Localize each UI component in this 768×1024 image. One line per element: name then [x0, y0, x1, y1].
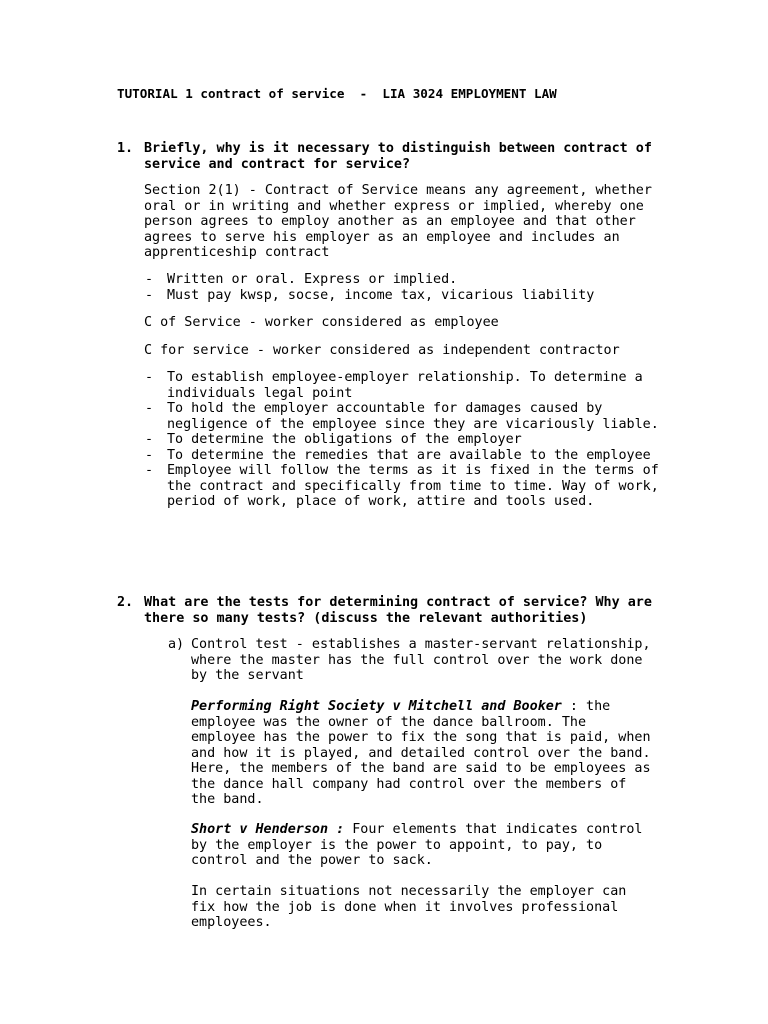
case-performing-right-society: [191, 699, 651, 808]
control-test-text: Control test - establishes a master-servant relationship, where the master has the full control over the work done by the servant: [191, 637, 651, 683]
sub-point-a: [168, 637, 658, 684]
list-item: - To hold the employer accountable for damages caused by negligence of the employee since they are vicariously liable.: [144, 401, 664, 432]
case-short-v-henderson: [191, 822, 651, 869]
professional-employees-note: In certain situations not necessarily the employer can fix how the job is done when it involves professional employees.: [191, 884, 627, 930]
bullet-list-a: [144, 272, 664, 303]
c-of-service-line: C of Service - worker considered as employee: [144, 315, 499, 330]
document-title: TUTORIAL 1 contract of service - LIA 3024 EMPLOYMENT LAW: [117, 86, 557, 101]
list-item: - Written or oral. Express or implied.: [144, 272, 664, 288]
bullet-list-b: [144, 370, 664, 510]
contract-of-service-definition: Section 2(1) - Contract of Service means any agreement, whether oral or in writing and whether express or implied, whereby one person agrees to employ another as an employee and that other agrees to serve his employer as an employee and includes an apprenticeship contract: [144, 183, 652, 260]
case-text: : the employee was the owner of the dance ballroom. The employee has the power to fix the song that is paid, when and how it is played, and detailed control over the band. Here, the members of the band are said to be employees as the dance hall company had control over the members of the band.: [191, 699, 651, 807]
question-text: Briefly, why is it necessary to distinguish between contract of service and contract for service?: [144, 141, 652, 172]
c-for-service-line: C for service - worker considered as independent contractor: [144, 343, 620, 358]
question-1: [117, 141, 677, 172]
list-item: - To determine the remedies that are available to the employee: [144, 448, 664, 464]
list-item: - To determine the obligations of the employer: [144, 432, 664, 448]
question-number: 2.: [117, 595, 134, 610]
question-2: [117, 595, 677, 626]
sub-point-label: a): [168, 637, 185, 652]
case-text: Four elements that indicates control by the employer is the power to appoint, to pay, to control and the power to sack.: [191, 822, 643, 868]
question-text: What are the tests for determining contract of service? Why are there so many tests? (discuss the relevant authorities): [144, 595, 652, 626]
list-item: - Must pay kwsp, socse, income tax, vicarious liability: [144, 288, 664, 304]
list-item: - Employee will follow the terms as it is fixed in the terms of the contract and specifically from time to time. Way of work, period of work, place of work, attire and tools used.: [144, 463, 664, 510]
list-item: - To establish employee-employer relationship. To determine a individuals legal point: [144, 370, 664, 401]
question-number: 1.: [117, 141, 134, 156]
case-name: Performing Right Society v Mitchell and Booker: [191, 699, 562, 714]
case-name: Short v Henderson :: [191, 822, 345, 837]
